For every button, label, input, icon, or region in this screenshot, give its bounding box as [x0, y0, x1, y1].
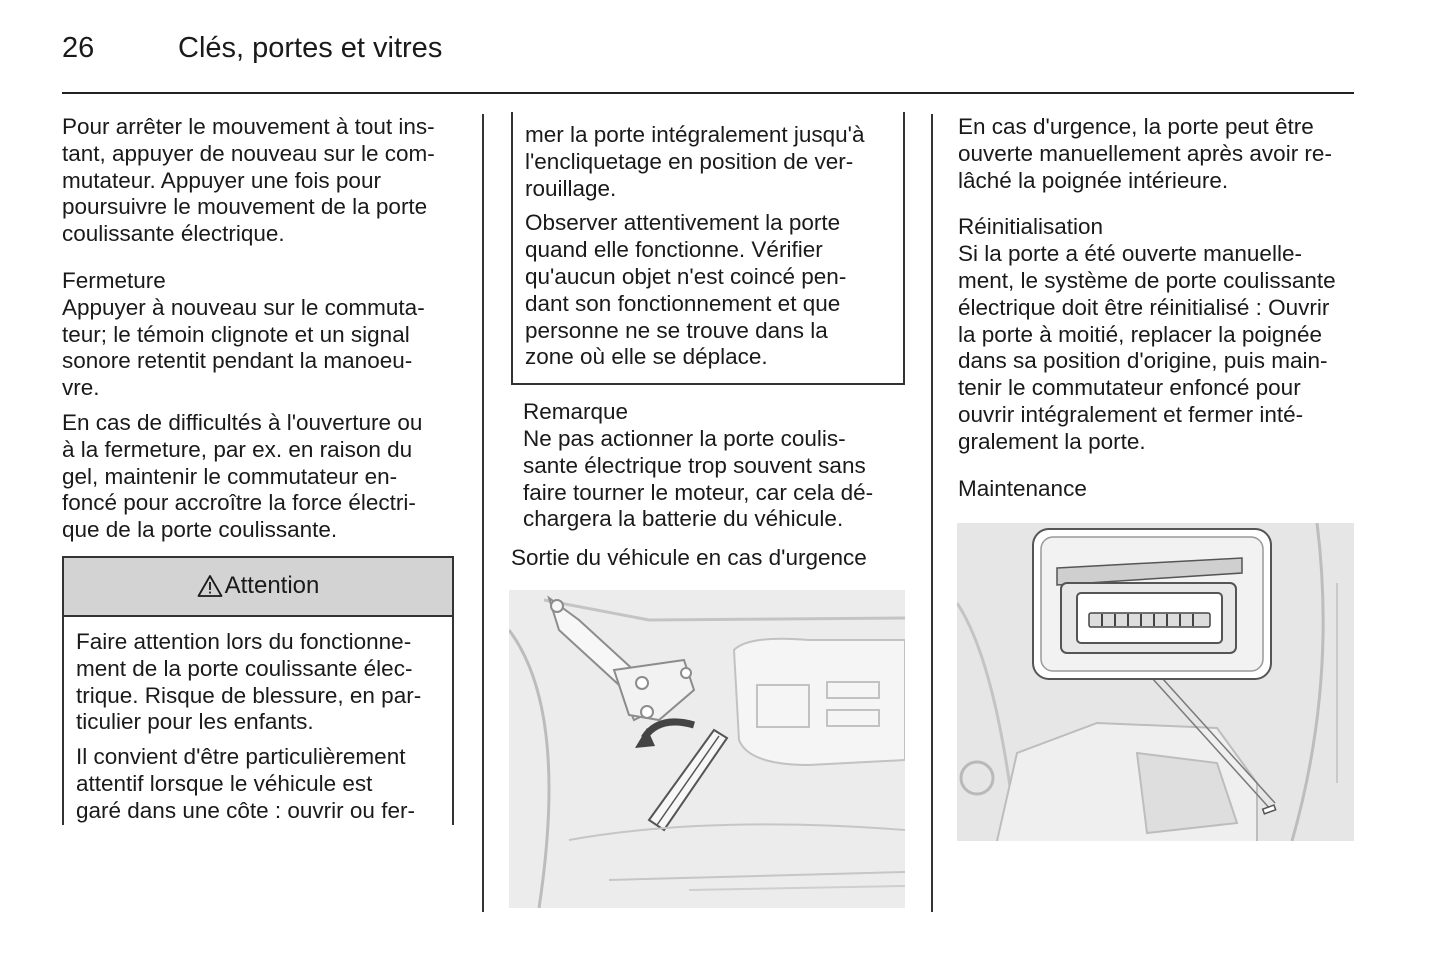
remark-note [511, 385, 905, 533]
column-1 [62, 114, 454, 825]
attention-box [62, 556, 454, 825]
attention-body [64, 617, 452, 825]
heading-reset: Réinitialisation [958, 214, 1104, 240]
emergency-release-illustration [509, 590, 905, 908]
attention-header [64, 558, 452, 617]
heading-closing: Fermeture [62, 267, 166, 293]
remark-text: Ne pas actionner la porte coulis- sante électrique trop souvent sans faire tourner le moteur, car cela dé- chargera la batterie du véhicule. [523, 425, 874, 532]
warning-triangle-icon [197, 574, 223, 598]
column-3 [958, 114, 1354, 502]
remark-title: Remarque [523, 399, 629, 425]
heading-maintenance: Maintenance [958, 475, 1087, 501]
attention-paragraph-2: Il convient d'être particulièrement attentif lorsque le véhicule est garé dans une côte : ouvrir ou fer- [76, 744, 415, 823]
paragraph-emergency: En cas d'urgence, la porte peut être ouverte manuellement après avoir re- lâché la poignée intérieure. [958, 114, 1332, 193]
page-header [62, 28, 1354, 94]
heading-emergency-exit: Sortie du véhicule en cas d'urgence [511, 545, 867, 571]
page-number: 26 [62, 32, 95, 64]
column-divider [931, 114, 933, 912]
column-divider [482, 114, 484, 912]
paragraph-reset: Si la porte a été ouverte manuelle- ment, le système de porte coulissante électrique doit être réinitialisé : Ouvrir la porte à moitié, replacer la poignée dans sa position d'origine, puis main- tenir le commutateur enfoncé pour ouvrir intégralement et fermer inté- gralement la porte. [958, 241, 1336, 454]
attention-paragraph-1: Faire attention lors du fonctionne- ment de la porte coulissante élec- trique. Risque de blessure, en par- ticulier pour les enfants. [76, 628, 422, 735]
column-2 [511, 114, 905, 572]
attention-title: Attention [224, 572, 320, 600]
attention-box-continued [511, 112, 905, 385]
page-title: Clés, portes et vitres [178, 32, 443, 64]
attention-continued-1: mer la porte intégralement jusqu'à l'encliquetage en position de ver- rouillage. [525, 122, 865, 201]
paragraph-difficulties: En cas de difficultés à l'ouverture ou à la fermeture, par ex. en raison du gel, maintenir le commutateur en- foncé pour accroître la force électri- que de la porte coulissante. [62, 409, 423, 543]
paragraph-stop-movement: Pour arrêter le mouvement à tout ins- tant, appuyer de nouveau sur le com- mutateur. Appuyer une fois pour poursuivre le mouvement de la porte coulissante électrique. [62, 114, 435, 247]
attention-continued-2: Observer attentivement la porte quand elle fonctionne. Vérifier qu'aucun objet n'est coincé pen- dant son fonctionnement et que personne ne se trouve dans la zone où elle se déplace. [525, 210, 847, 370]
maintenance-switch-illustration [957, 523, 1354, 841]
paragraph-closing: Appuyer à nouveau sur le commuta- teur; le témoin clignote et un signal sonore retentit pendant la manoeu- vre. [62, 294, 425, 401]
